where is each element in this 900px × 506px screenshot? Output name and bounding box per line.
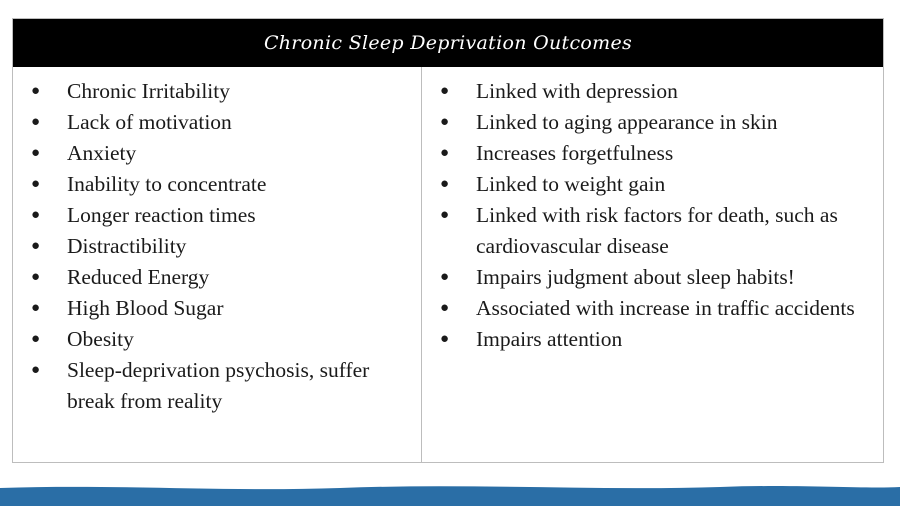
list-item: ● Impairs attention [422,324,883,355]
bullet-icon: ● [31,238,41,254]
list-item: ● Linked to weight gain [422,169,883,200]
list-item: ● Obesity [13,324,421,355]
bullet-icon: ● [440,269,450,285]
bullet-icon: ● [31,300,41,316]
list-item: ● Linked to aging appearance in skin [422,107,883,138]
bullet-icon: ● [31,331,41,347]
list-item: ● Increases forgetfulness [422,138,883,169]
list-item: ● Chronic Irritability [13,76,421,107]
list-item: ● High Blood Sugar [13,293,421,324]
list-item: ● Reduced Energy [13,262,421,293]
wave-band [0,486,900,506]
outcomes-table [12,18,884,463]
right-outcomes-list [422,76,883,355]
left-outcomes-list [13,76,421,417]
table-title: Chronic Sleep Deprivation Outcomes [263,32,633,54]
list-item: ● Inability to concentrate [13,169,421,200]
decorative-wave [0,482,900,506]
list-item: ● Distractibility [13,231,421,262]
list-item: ● Lack of motivation [13,107,421,138]
table-body [13,67,883,462]
bullet-icon: ● [440,300,450,316]
bullet-icon: ● [31,176,41,192]
list-item: ● Linked with depression [422,76,883,107]
left-column [13,67,422,462]
list-item: ● Associated with increase in traffic accidents [422,293,883,324]
bullet-icon: ● [31,207,41,223]
bullet-icon: ● [31,83,41,99]
bullet-icon: ● [31,145,41,161]
list-item: ● Longer reaction times [13,200,421,231]
bullet-icon: ● [440,83,450,99]
table-header [13,19,883,67]
bullet-icon: ● [440,145,450,161]
list-item: ● Sleep-deprivation psychosis, suffer break from reality [13,355,421,417]
bullet-icon: ● [31,269,41,285]
right-column [422,67,883,462]
list-item: ● Linked with risk factors for death, such as cardiovascular disease [422,200,883,262]
bullet-icon: ● [31,114,41,130]
bullet-icon: ● [440,176,450,192]
bullet-icon: ● [440,331,450,347]
bullet-icon: ● [440,207,450,223]
list-item: ● Anxiety [13,138,421,169]
list-item: ● Impairs judgment about sleep habits! [422,262,883,293]
bullet-icon: ● [440,114,450,130]
bullet-icon: ● [31,362,41,378]
